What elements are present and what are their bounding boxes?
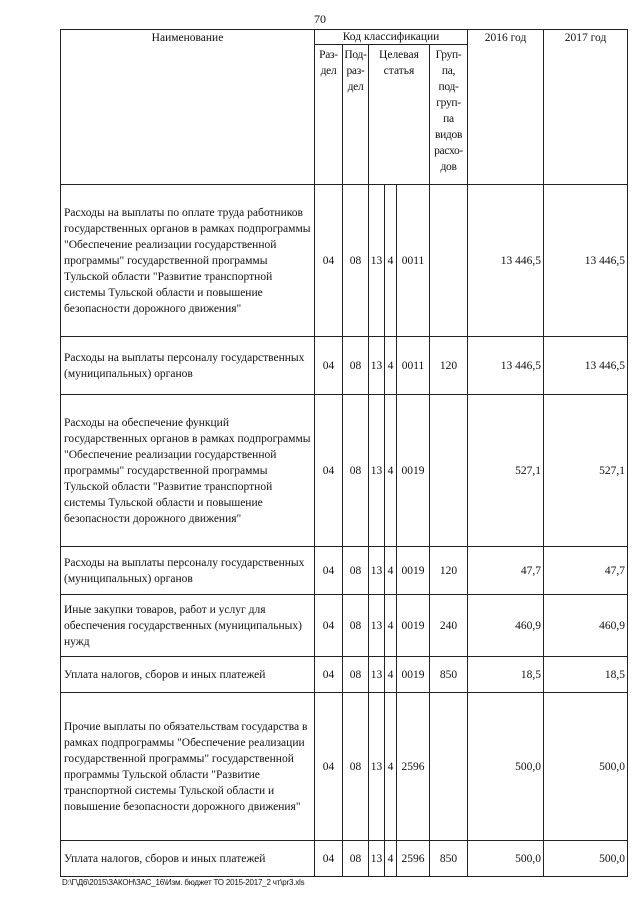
row-target-code: 0019 bbox=[397, 657, 430, 693]
row-program-code: 13 bbox=[369, 395, 385, 547]
budget-table bbox=[60, 29, 628, 877]
row-value-2017: 460,9 bbox=[544, 595, 628, 657]
header-year-2016: 2016 год bbox=[468, 30, 544, 185]
row-subsection: 08 bbox=[343, 337, 369, 395]
row-subsection: 08 bbox=[343, 657, 369, 693]
row-subprogram-code: 4 bbox=[385, 185, 397, 337]
row-target-code: 0011 bbox=[397, 337, 430, 395]
row-value-2016: 460,9 bbox=[468, 595, 544, 657]
table-row bbox=[61, 185, 628, 337]
row-name: Уплата налогов, сборов и иных платежей bbox=[61, 841, 315, 877]
row-program-code: 13 bbox=[369, 547, 385, 595]
row-section: 04 bbox=[315, 595, 343, 657]
header-expense-group: Груп- па, под- груп- па видов расхо- дов bbox=[430, 45, 468, 185]
row-value-2017: 500,0 bbox=[544, 693, 628, 841]
row-name: Уплата налогов, сборов и иных платежей bbox=[61, 657, 315, 693]
row-value-2016: 13 446,5 bbox=[468, 337, 544, 395]
row-name: Прочие выплаты по обязательствам государства в рамках подпрограммы "Обеспечение реализации государственной программы" государственной программы Тульской области "Развитие транспортной системы Тульской области и повышение безопасности дорожного движения" bbox=[61, 693, 315, 841]
row-expense-type: 850 bbox=[430, 657, 468, 693]
row-expense-type bbox=[430, 693, 468, 841]
row-section: 04 bbox=[315, 395, 343, 547]
row-value-2017: 13 446,5 bbox=[544, 185, 628, 337]
table-row bbox=[61, 657, 628, 693]
table-row bbox=[61, 547, 628, 595]
row-subprogram-code: 4 bbox=[385, 595, 397, 657]
row-expense-type: 120 bbox=[430, 337, 468, 395]
row-target-code: 0019 bbox=[397, 595, 430, 657]
row-target-code: 0011 bbox=[397, 185, 430, 337]
row-subprogram-code: 4 bbox=[385, 841, 397, 877]
header-code-group: Код классификации bbox=[315, 30, 468, 45]
row-section: 04 bbox=[315, 841, 343, 877]
header-name: Наименование bbox=[61, 30, 315, 185]
row-subsection: 08 bbox=[343, 841, 369, 877]
row-expense-type: 850 bbox=[430, 841, 468, 877]
row-value-2017: 500,0 bbox=[544, 841, 628, 877]
row-subsection: 08 bbox=[343, 595, 369, 657]
row-subprogram-code: 4 bbox=[385, 547, 397, 595]
row-value-2017: 527,1 bbox=[544, 395, 628, 547]
row-name: Иные закупки товаров, работ и услуг для обеспечения государственных (муниципальных) нужд bbox=[61, 595, 315, 657]
row-name: Расходы на выплаты персоналу государственных (муниципальных) органов bbox=[61, 547, 315, 595]
row-value-2016: 500,0 bbox=[468, 841, 544, 877]
row-expense-type bbox=[430, 185, 468, 337]
row-section: 04 bbox=[315, 185, 343, 337]
row-subsection: 08 bbox=[343, 395, 369, 547]
row-expense-type: 120 bbox=[430, 547, 468, 595]
header-target-article: Целевая статья bbox=[369, 45, 430, 185]
row-target-code: 0019 bbox=[397, 395, 430, 547]
row-subprogram-code: 4 bbox=[385, 657, 397, 693]
row-value-2016: 47,7 bbox=[468, 547, 544, 595]
table-row bbox=[61, 395, 628, 547]
row-program-code: 13 bbox=[369, 841, 385, 877]
row-name: Расходы на выплаты по оплате труда работников государственных органов в рамках подпрограммы "Обеспечение реализации государственной программы" государственной программы Тульской области "Развитие транспортной системы Тульской области и повышение безопасности дорожного движения" bbox=[61, 185, 315, 337]
row-value-2016: 527,1 bbox=[468, 395, 544, 547]
row-subprogram-code: 4 bbox=[385, 337, 397, 395]
row-value-2016: 13 446,5 bbox=[468, 185, 544, 337]
row-name: Расходы на выплаты персоналу государственных (муниципальных) органов bbox=[61, 337, 315, 395]
row-subsection: 08 bbox=[343, 185, 369, 337]
row-program-code: 13 bbox=[369, 595, 385, 657]
row-program-code: 13 bbox=[369, 185, 385, 337]
row-name: Расходы на обеспечение функций государственных органов в рамках подпрограммы "Обеспечение реализации государственной программы" государственной программы Тульской области "Развитие транспортной системы Тульской области и повышение безопасности дорожного движения" bbox=[61, 395, 315, 547]
row-program-code: 13 bbox=[369, 337, 385, 395]
table-row bbox=[61, 337, 628, 395]
row-section: 04 bbox=[315, 693, 343, 841]
row-value-2017: 13 446,5 bbox=[544, 337, 628, 395]
header-section: Раз- дел bbox=[315, 45, 343, 185]
row-section: 04 bbox=[315, 337, 343, 395]
row-subsection: 08 bbox=[343, 693, 369, 841]
row-subprogram-code: 4 bbox=[385, 693, 397, 841]
row-value-2017: 18,5 bbox=[544, 657, 628, 693]
row-expense-type: 240 bbox=[430, 595, 468, 657]
row-value-2017: 47,7 bbox=[544, 547, 628, 595]
row-target-code: 2596 bbox=[397, 693, 430, 841]
row-program-code: 13 bbox=[369, 693, 385, 841]
table-row bbox=[61, 595, 628, 657]
table-row bbox=[61, 693, 628, 841]
page-number: 70 bbox=[314, 12, 326, 26]
header-year-2017: 2017 год bbox=[544, 30, 628, 185]
row-target-code: 2596 bbox=[397, 841, 430, 877]
row-section: 04 bbox=[315, 547, 343, 595]
row-value-2016: 500,0 bbox=[468, 693, 544, 841]
table-row bbox=[61, 841, 628, 877]
header-subsection: Под- раз- дел bbox=[343, 45, 369, 185]
row-subprogram-code: 4 bbox=[385, 395, 397, 547]
row-target-code: 0019 bbox=[397, 547, 430, 595]
row-subsection: 08 bbox=[343, 547, 369, 595]
row-value-2016: 18,5 bbox=[468, 657, 544, 693]
row-section: 04 bbox=[315, 657, 343, 693]
row-program-code: 13 bbox=[369, 657, 385, 693]
row-expense-type bbox=[430, 395, 468, 547]
file-path-footer: D:\Г\Д6\2015\ЗАКОН\ЗАС_16\Изм. бюджет ТО 2015-2017_2 чт\pr3.xls bbox=[62, 878, 305, 887]
